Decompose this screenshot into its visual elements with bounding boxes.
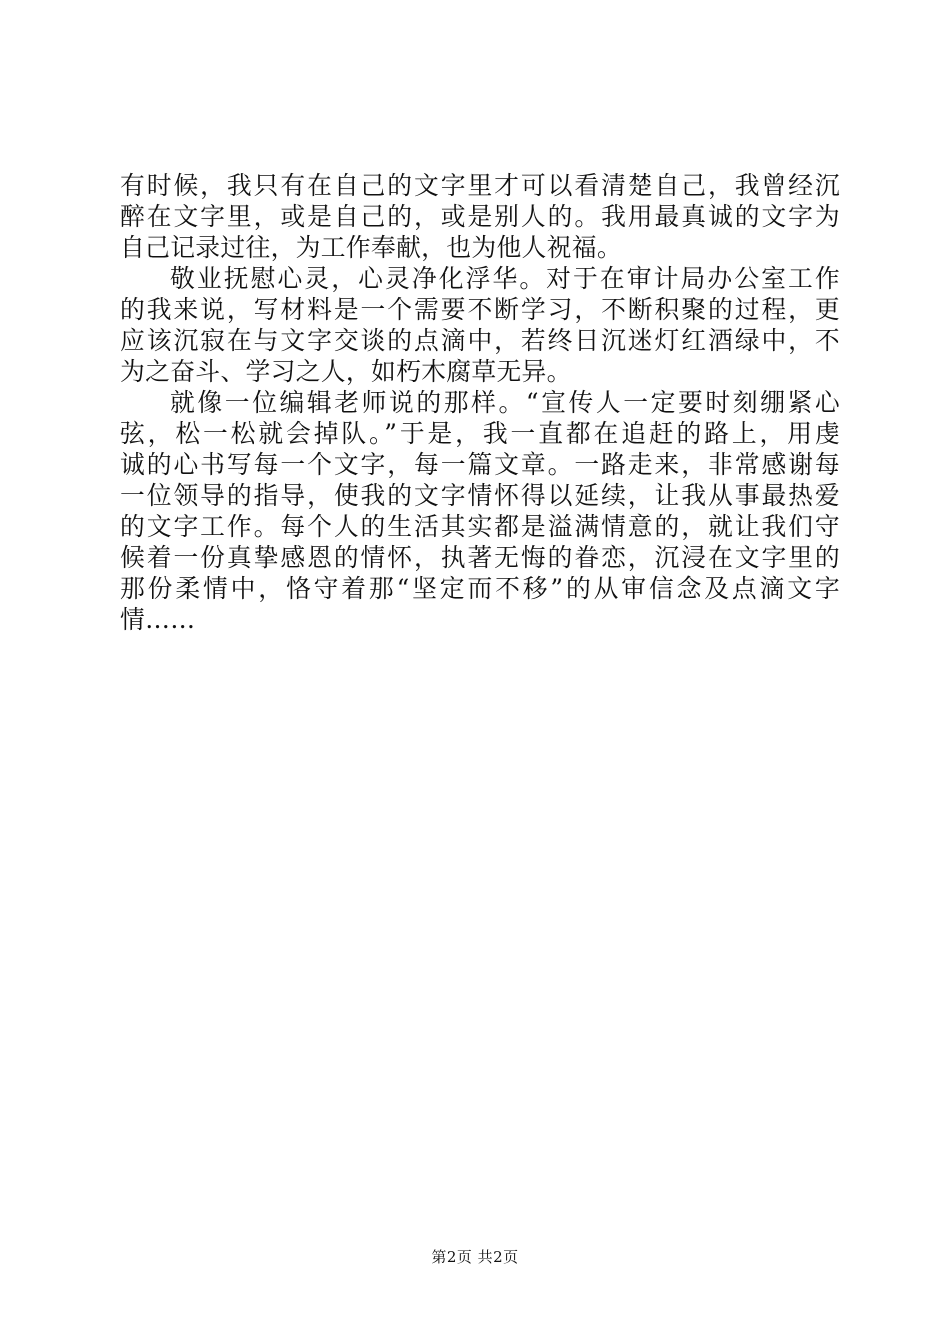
paragraph-2 (120, 263, 840, 387)
document-body (120, 170, 840, 635)
paragraph-line: 候着一份真挚感恩的情怀，执著无悔的眷恋，沉浸在文字里的 (120, 543, 840, 572)
paragraph-3 (120, 387, 840, 635)
paragraph-1 (120, 170, 840, 263)
paragraph-line: 自己记录过往，为工作奉献，也为他人祝福。 (120, 233, 622, 262)
paragraph-line: 弦，松一松就会掉队。”于是，我一直都在追赶的路上，用虔 (120, 419, 840, 448)
paragraph-line: 应该沉寂在与文字交谈的点滴中，若终日沉迷灯红酒绿中，不 (120, 326, 840, 355)
page-number-footer: 第2页 共2页 (431, 1248, 519, 1266)
paragraph-line: 的我来说，写材料是一个需要不断学习，不断积聚的过程，更 (120, 295, 840, 324)
paragraph-line: 醉在文字里，或是自己的，或是别人的。我用最真诚的文字为 (120, 202, 840, 231)
paragraph-line: 就像一位编辑老师说的那样。“宣传人一定要时刻绷紧心 (170, 388, 840, 417)
paragraph-line: 的文字工作。每个人的生活其实都是溢满情意的，就让我们守 (120, 512, 840, 541)
paragraph-line: 有时候，我只有在自己的文字里才可以看清楚自己，我曾经沉 (120, 171, 840, 200)
paragraph-line: 诚的心书写每一个文字，每一篇文章。一路走来，非常感谢每 (120, 450, 840, 479)
paragraph-line: 敬业抚慰心灵，心灵净化浮华。对于在审计局办公室工作 (170, 264, 840, 293)
paragraph-line: 那份柔情中，恪守着那“坚定而不移”的从审信念及点滴文字 (120, 574, 840, 603)
paragraph-line: 一位领导的指导，使我的文字情怀得以延续，让我从事最热爱 (120, 481, 840, 510)
paragraph-line: 情…… (120, 605, 196, 634)
paragraph-line: 为之奋斗、学习之人，如朽木腐草无异。 (120, 357, 572, 386)
